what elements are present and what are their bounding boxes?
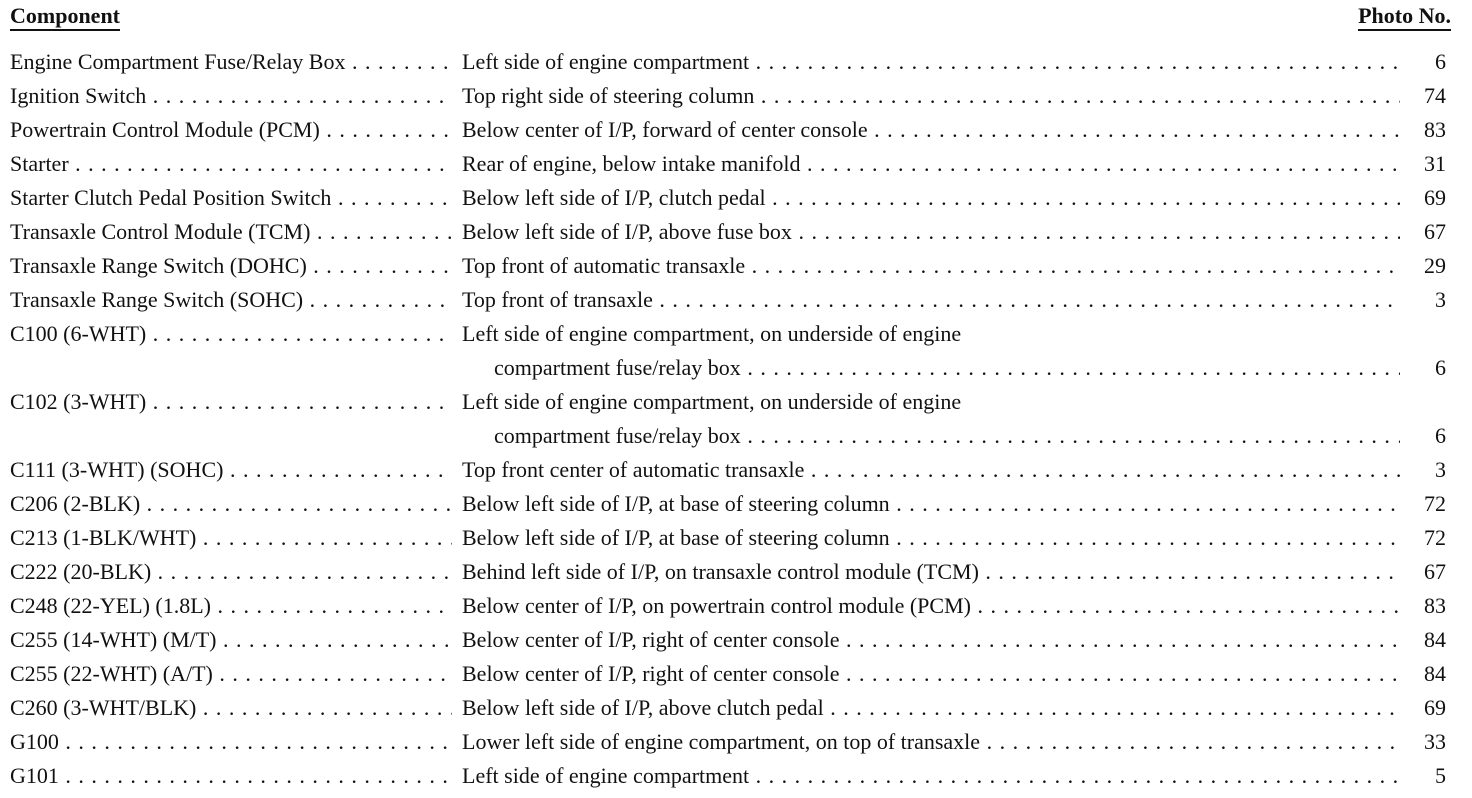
component-name: C222 (20-BLK) . . . [10, 555, 452, 589]
component-location: Left side of engine compartment, on underside of engine [462, 321, 962, 346]
component-name: Engine Compartment Fuse/Relay Box . . . [10, 45, 452, 79]
photo-number: 67 [1424, 559, 1446, 584]
component-location: Behind left side of I/P, on transaxle control module (TCM) . . . [462, 555, 1400, 589]
component-name: Transaxle Range Switch (SOHC) . . . [10, 283, 452, 317]
table-row [0, 623, 1472, 657]
table-row [0, 487, 1472, 521]
component-location-continued: compartment fuse/relay box . . . [494, 351, 1400, 385]
table-body [0, 45, 1472, 793]
photo-number: 33 [1424, 729, 1446, 754]
component-location: Below left side of I/P, above fuse box . . . [462, 215, 1400, 249]
photo-number: 6 [1435, 423, 1446, 448]
component-name: G101 . . . [10, 759, 452, 793]
photo-number: 74 [1424, 83, 1446, 108]
table-row [0, 45, 1472, 79]
component-location: Lower left side of engine compartment, on top of transaxle . . . [462, 725, 1400, 759]
photo-number: 6 [1435, 49, 1446, 74]
photo-number: 84 [1424, 627, 1446, 652]
photo-number: 83 [1424, 593, 1446, 618]
component-location: Below center of I/P, on powertrain control module (PCM) . . . [462, 589, 1400, 623]
component-location: Rear of engine, below intake manifold . . . [462, 147, 1400, 181]
table-row [0, 181, 1472, 215]
component-location: Left side of engine compartment, on underside of engine [462, 389, 962, 414]
table-row [0, 113, 1472, 147]
component-location-continued: compartment fuse/relay box . . . [494, 419, 1400, 453]
component-location: Below left side of I/P, at base of steering column . . . [462, 521, 1400, 555]
table-row [0, 249, 1472, 283]
photo-number: 72 [1424, 491, 1446, 516]
component-name: C100 (6-WHT) . . . [10, 317, 452, 351]
component-location: Top front of transaxle . . . [462, 283, 1400, 317]
component-location: Below center of I/P, right of center console . . . [462, 657, 1400, 691]
table-row [0, 555, 1472, 589]
photo-number: 6 [1435, 355, 1446, 380]
photo-number: 72 [1424, 525, 1446, 550]
photo-number: 69 [1424, 185, 1446, 210]
component-location: Below center of I/P, right of center console . . . [462, 623, 1400, 657]
component-location: Below left side of I/P, above clutch pedal . . . [462, 691, 1400, 725]
table-row [0, 453, 1472, 487]
photo-number-column-header: Photo No. [1358, 3, 1451, 31]
component-name: Transaxle Control Module (TCM) . . . [10, 215, 452, 249]
component-location: Below left side of I/P, clutch pedal . . . [462, 181, 1400, 215]
table-row [0, 657, 1472, 691]
table-row [0, 147, 1472, 181]
component-location: Below center of I/P, forward of center console . . . [462, 113, 1400, 147]
table-row [0, 385, 1472, 453]
component-name: C111 (3-WHT) (SOHC) . . . [10, 453, 452, 487]
component-location: Below left side of I/P, at base of steering column . . . [462, 487, 1400, 521]
photo-number: 3 [1435, 457, 1446, 482]
component-name: C255 (14-WHT) (M/T) . . . [10, 623, 452, 657]
table-row [0, 759, 1472, 793]
component-name: Starter . . . [10, 147, 452, 181]
table-row [0, 283, 1472, 317]
table-row [0, 215, 1472, 249]
component-name: C102 (3-WHT) . . . [10, 385, 452, 419]
component-name: C260 (3-WHT/BLK) . . . [10, 691, 452, 725]
component-name: Powertrain Control Module (PCM) . . . [10, 113, 452, 147]
component-name: Starter Clutch Pedal Position Switch . . . [10, 181, 452, 215]
component-location: Top right side of steering column . . . [462, 79, 1400, 113]
photo-number: 84 [1424, 661, 1446, 686]
component-column-header: Component [10, 3, 120, 31]
photo-number: 5 [1435, 763, 1446, 788]
component-name: C213 (1-BLK/WHT) . . . [10, 521, 452, 555]
photo-number: 69 [1424, 695, 1446, 720]
photo-number: 3 [1435, 287, 1446, 312]
component-name: G100 . . . [10, 725, 452, 759]
component-location: Left side of engine compartment . . . [462, 45, 1400, 79]
table-row [0, 317, 1472, 385]
table-row [0, 79, 1472, 113]
component-name: Transaxle Range Switch (DOHC) . . . [10, 249, 452, 283]
component-location: Top front center of automatic transaxle . . . [462, 453, 1400, 487]
photo-number: 67 [1424, 219, 1446, 244]
photo-number: 31 [1424, 151, 1446, 176]
component-location: Left side of engine compartment . . . [462, 759, 1400, 793]
photo-number: 83 [1424, 117, 1446, 142]
table-row [0, 691, 1472, 725]
component-name: C206 (2-BLK) . . . [10, 487, 452, 521]
component-name: C255 (22-WHT) (A/T) . . . [10, 657, 452, 691]
component-name: C248 (22-YEL) (1.8L) . . . [10, 589, 452, 623]
table-row [0, 725, 1472, 759]
component-location: Top front of automatic transaxle . . . [462, 249, 1400, 283]
component-name: Ignition Switch . . . [10, 79, 452, 113]
table-row [0, 521, 1472, 555]
table-row [0, 589, 1472, 623]
photo-number: 29 [1424, 253, 1446, 278]
